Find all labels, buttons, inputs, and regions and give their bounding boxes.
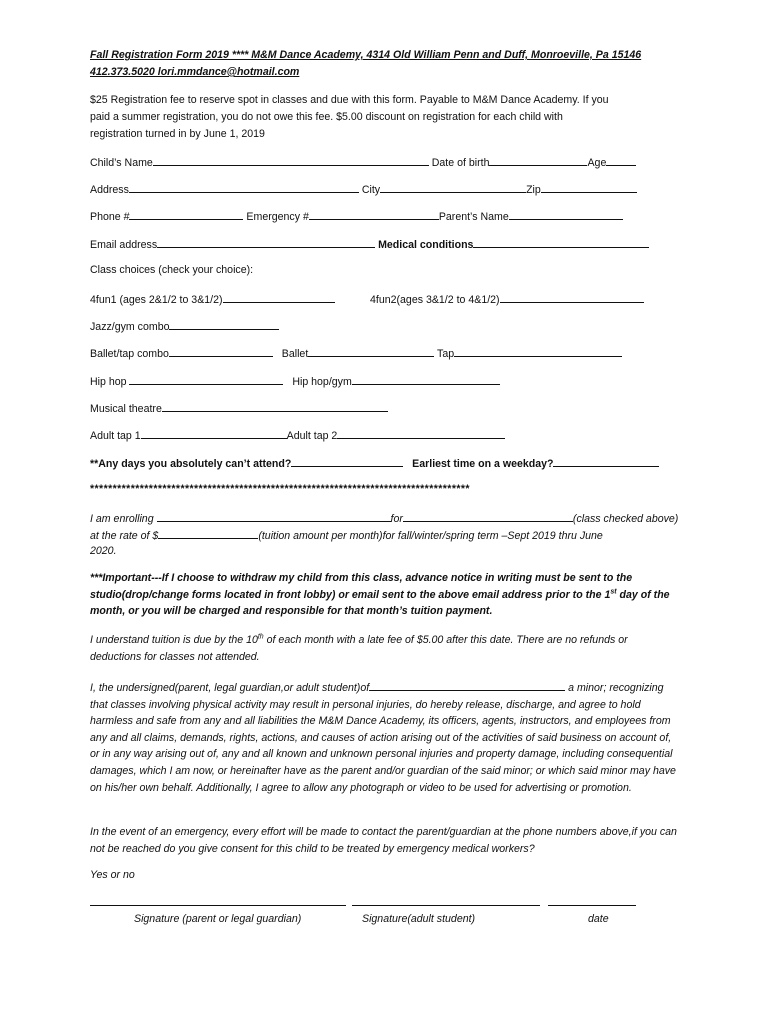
city-field[interactable] bbox=[380, 181, 526, 193]
yes-no-answer[interactable]: Yes or no bbox=[90, 869, 135, 881]
class-row-musical bbox=[90, 400, 388, 416]
adult-signature-line[interactable] bbox=[352, 905, 540, 906]
class-tap-label: Tap bbox=[437, 348, 455, 360]
age-field[interactable] bbox=[606, 154, 636, 166]
enroll-text-d: at the rate of $ bbox=[90, 530, 159, 542]
student-name-field[interactable] bbox=[157, 510, 391, 522]
parent-signature-label: Signature (parent or legal guardian) bbox=[134, 913, 302, 925]
phone-label: Phone # bbox=[90, 211, 130, 223]
class-hip-hop-field[interactable] bbox=[129, 373, 283, 385]
medical-label: Medical conditions bbox=[378, 239, 474, 251]
earliest-time-label: Earliest time on a weekday? bbox=[412, 458, 554, 470]
class-hip-hop-gym-field[interactable] bbox=[352, 373, 500, 385]
class-choices-heading: Class choices (check your choice): bbox=[90, 264, 254, 276]
class-jazz-gym-label: Jazz/gym combo bbox=[90, 321, 170, 333]
dob-field[interactable] bbox=[489, 154, 587, 166]
class-adult-tap2-label: Adult tap 2 bbox=[286, 430, 338, 442]
class-hip-hop-gym-label: Hip hop/gym bbox=[292, 376, 352, 388]
tuition-sup: th bbox=[257, 633, 264, 641]
enroll-text-e: (tuition amount per month)for fall/winter/spring term –Sept 2019 thru June bbox=[258, 530, 603, 542]
emergency-field[interactable] bbox=[309, 208, 439, 220]
enroll-text-b: for bbox=[390, 513, 403, 525]
child-info-row bbox=[90, 154, 636, 170]
enroll-line-1 bbox=[90, 510, 678, 526]
date-line[interactable] bbox=[548, 905, 636, 906]
earliest-time-field[interactable] bbox=[553, 455, 659, 467]
intro-line-3: registration turned in by June 1, 2019 bbox=[90, 128, 265, 140]
address-row bbox=[90, 181, 637, 197]
parent-name-field[interactable] bbox=[509, 208, 623, 220]
intro-line-2: paid a summer registration, you do not owe this fee. $5.00 discount on registration for each child with bbox=[90, 111, 563, 123]
class-4fun2-label: 4fun2(ages 3&1/2 to 4&1/2) bbox=[370, 294, 500, 306]
important-text-a: ***Important---If I choose to withdraw my child from this class, advance notice in writing must be sent to the studio(drop/change forms located in front lobby) or email sent to the above email address prior to the 1 bbox=[90, 572, 633, 601]
child-name-label: Child’s Name bbox=[90, 157, 153, 169]
email-row bbox=[90, 236, 649, 252]
minor-name-field[interactable] bbox=[369, 679, 565, 691]
class-hip-hop-label: Hip hop bbox=[90, 376, 127, 388]
medical-field[interactable] bbox=[473, 236, 649, 248]
zip-label: Zip bbox=[526, 184, 541, 196]
class-row-jazz bbox=[90, 318, 279, 334]
star-divider: ************************************************************************************ bbox=[90, 483, 470, 495]
zip-field[interactable] bbox=[541, 181, 637, 193]
intro-line-1: $25 Registration fee to reserve spot in classes and due with this form. Payable to M&M Dance Academy. If you bbox=[90, 94, 609, 106]
enroll-line-3: 2020. bbox=[90, 545, 117, 557]
phone-row bbox=[90, 208, 623, 224]
enroll-text-a: I am enrolling bbox=[90, 513, 157, 525]
class-row-4fun2 bbox=[370, 291, 644, 307]
class-row-4fun bbox=[90, 291, 335, 307]
tuition-text-b: of each month with a late fee of $5.00 after this date. There are no refunds or deductions for classes not attended. bbox=[90, 634, 628, 663]
class-ballet-tap-field[interactable] bbox=[169, 345, 273, 357]
class-tap-field[interactable] bbox=[454, 345, 622, 357]
address-field[interactable] bbox=[129, 181, 359, 193]
tuition-text-a: I understand tuition is due by the 10 bbox=[90, 634, 258, 646]
parent-name-label: Parent’s Name bbox=[438, 211, 509, 223]
class-ballet-label: Ballet bbox=[281, 348, 309, 360]
class-ballet-tap-label: Ballet/tap combo bbox=[90, 348, 169, 360]
child-name-field[interactable] bbox=[153, 154, 429, 166]
class-4fun1-label: 4fun1 (ages 2&1/2 to 3&1/2) bbox=[90, 294, 223, 306]
class-row-ballet bbox=[90, 345, 622, 361]
address-label: Address bbox=[90, 184, 129, 196]
dob-label: Date of birth bbox=[431, 157, 490, 169]
waiver-text-b: a minor; recognizing that classes involving physical activity may result in personal injuries, do hereby release, discharge, and agree to hold harmless and safe from any and all liabilities the M&M Dance Academy, its officers, agents, instructors, and employees from any and all claims, demands, rights, actions, and causes of action arising out of the activities of said business on account of, or in any way arising out of, any and all known and unknown personal injuries and property damage, including consequential damages, which I am now, or hereinafter have as the parent and/or guardian of the said minor; or which said minor may have on his/her own behalf. Additionally, I agree to allow any photograph or video to be used for advertising or promotion. bbox=[90, 682, 676, 794]
class-musical-label: Musical theatre bbox=[90, 403, 162, 415]
form-title: Fall Registration Form 2019 **** M&M Dance Academy, 4314 Old William Penn and Duff, Monroeville, Pa 15146 bbox=[90, 49, 642, 61]
class-adult-tap1-label: Adult tap 1 bbox=[90, 430, 141, 442]
enroll-text-c: (class checked above) bbox=[572, 513, 679, 525]
unavailable-days-field[interactable] bbox=[291, 455, 403, 467]
class-adult-tap1-field[interactable] bbox=[141, 427, 287, 439]
contact-line: 412.373.5020 lori.mmdance@hotmail.com bbox=[90, 66, 300, 78]
class-ballet-field[interactable] bbox=[308, 345, 434, 357]
liability-waiver bbox=[90, 679, 680, 796]
date-label: date bbox=[588, 913, 609, 925]
class-row-adult-tap bbox=[90, 427, 505, 443]
adult-signature-label: Signature(adult student) bbox=[362, 913, 476, 925]
availability-row bbox=[90, 455, 659, 471]
phone-field[interactable] bbox=[129, 208, 243, 220]
tuition-notice bbox=[90, 632, 680, 665]
class-name-field[interactable] bbox=[403, 510, 573, 522]
class-4fun1-field[interactable] bbox=[223, 291, 335, 303]
tuition-amount-field[interactable] bbox=[158, 527, 258, 539]
emergency-label: Emergency # bbox=[246, 211, 309, 223]
class-row-hiphop bbox=[90, 373, 500, 389]
unavailable-days-label: **Any days you absolutely can’t attend? bbox=[90, 458, 292, 470]
class-4fun2-field[interactable] bbox=[500, 291, 644, 303]
waiver-text-a: I, the undersigned(parent, legal guardian,or adult student)of bbox=[90, 682, 370, 694]
class-jazz-gym-field[interactable] bbox=[169, 318, 279, 330]
city-label: City bbox=[361, 184, 381, 196]
important-text-b: day of the month, or you will be charged and responsible for that month’s tuition payment. bbox=[90, 588, 670, 618]
class-adult-tap2-field[interactable] bbox=[337, 427, 505, 439]
emergency-consent: In the event of an emergency, every effort will be made to contact the parent/guardian at the phone numbers above,if you can not be reached do you give consent for this child to be treated by emergency medical workers? bbox=[90, 826, 677, 855]
parent-signature-line[interactable] bbox=[90, 905, 346, 906]
email-field[interactable] bbox=[157, 236, 375, 248]
email-label: Email address bbox=[90, 239, 158, 251]
age-label: Age bbox=[587, 157, 607, 169]
enroll-line-2 bbox=[90, 527, 603, 543]
important-notice bbox=[90, 570, 680, 620]
important-sup: st bbox=[610, 588, 617, 596]
class-musical-field[interactable] bbox=[162, 400, 388, 412]
